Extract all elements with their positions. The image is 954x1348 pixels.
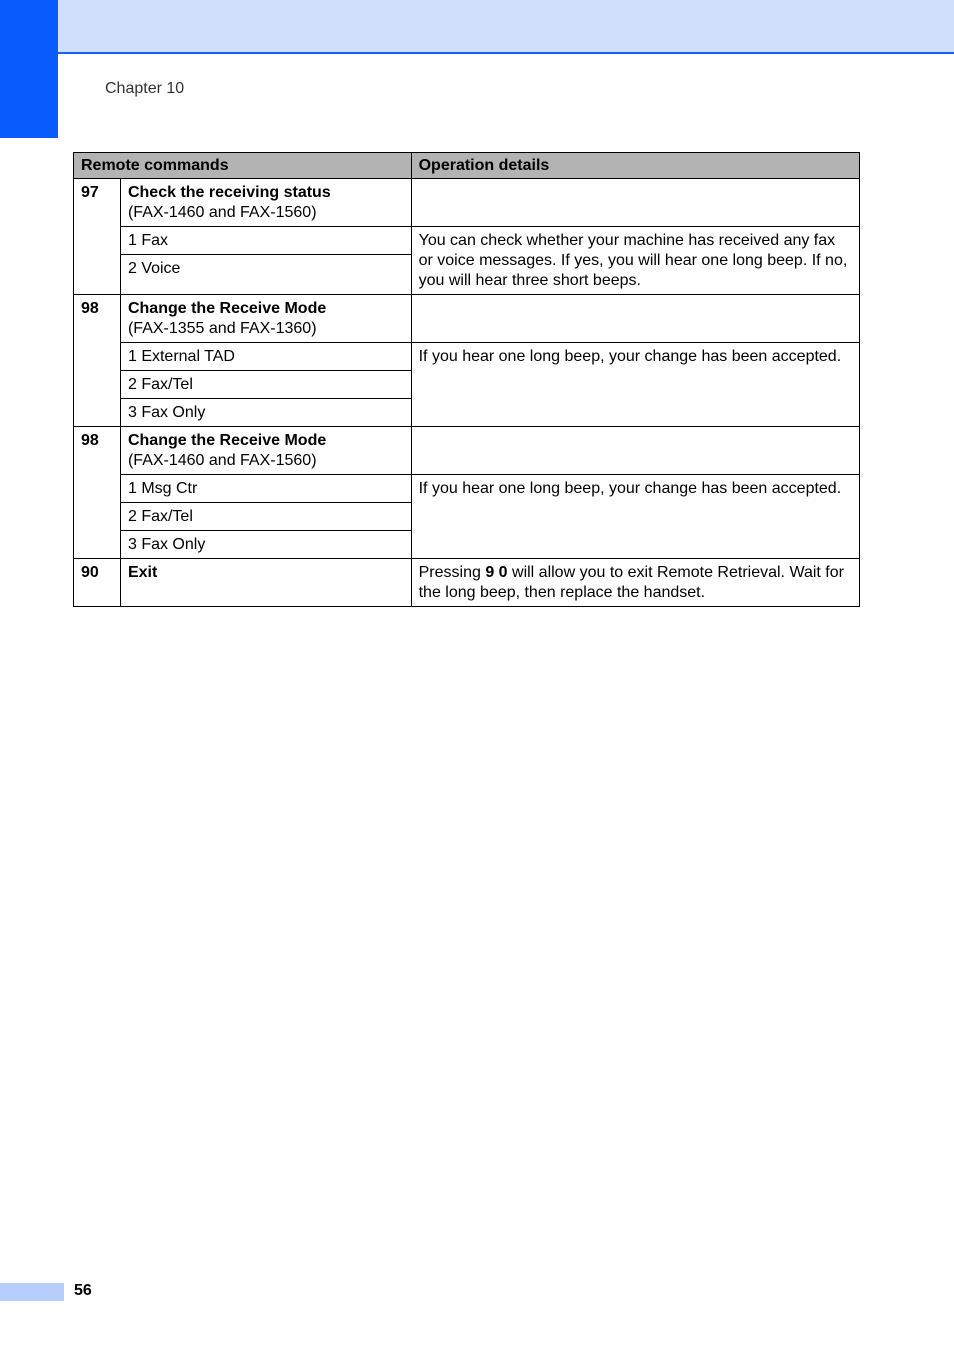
operation-detail: You can check whether your machine has received any fax or voice messages. If yes, you will hear one long beep. If no, you will hear three short beeps. <box>411 227 859 295</box>
command-title: Change the Receive Mode <box>127 432 327 449</box>
detail-empty-cell <box>411 295 859 343</box>
command-code: 98 <box>74 427 121 559</box>
detail-text: Pressing <box>418 564 486 581</box>
command-models: (FAX-1460 and FAX-1560) <box>127 204 317 221</box>
operation-detail <box>411 559 859 607</box>
command-option: 2 Voice <box>120 255 411 295</box>
command-option: 2 Fax/Tel <box>120 503 411 531</box>
command-models: (FAX-1460 and FAX-1560) <box>127 452 317 469</box>
command-models: (FAX-1355 and FAX-1360) <box>127 320 317 337</box>
page-number: 56 <box>74 1282 92 1299</box>
command-option: 2 Fax/Tel <box>120 371 411 399</box>
operation-detail: If you hear one long beep, your change has been accepted. <box>411 343 859 427</box>
header-band <box>58 0 954 54</box>
command-option: 1 External TAD <box>120 343 411 371</box>
header-operation-details: Operation details <box>411 153 859 179</box>
table-row <box>74 343 860 371</box>
command-option: 1 Msg Ctr <box>120 475 411 503</box>
command-option: 1 Fax <box>120 227 411 255</box>
page-number-bar <box>0 1283 64 1301</box>
command-title: Change the Receive Mode <box>127 300 327 317</box>
table-row <box>74 227 860 255</box>
operation-detail: If you hear one long beep, your change has been accepted. <box>411 475 859 559</box>
command-title-cell <box>120 427 411 475</box>
table-row <box>74 475 860 503</box>
detail-empty-cell <box>411 179 859 227</box>
command-title-cell <box>120 179 411 227</box>
table-row <box>74 559 860 607</box>
detail-key-sequence: 9 0 <box>485 564 508 581</box>
table-row <box>74 427 860 475</box>
detail-text: will allow you to exit Remote Retrieval. Wait for the long beep, then replace the handset. <box>418 564 844 601</box>
command-option: 3 Fax Only <box>120 399 411 427</box>
detail-empty-cell <box>411 427 859 475</box>
header-remote-commands: Remote commands <box>74 153 412 179</box>
command-code: 90 <box>74 559 121 607</box>
command-code: 98 <box>74 295 121 427</box>
command-option: 3 Fax Only <box>120 531 411 559</box>
command-title-cell <box>120 295 411 343</box>
command-title-cell <box>120 559 411 607</box>
chapter-side-tab <box>0 0 58 138</box>
remote-commands-table <box>73 152 860 607</box>
table-row <box>74 179 860 227</box>
chapter-label: Chapter 10 <box>105 80 185 97</box>
command-title: Check the receiving status <box>127 184 331 201</box>
table-header-row <box>74 153 860 179</box>
table-row <box>74 295 860 343</box>
command-title: Exit <box>127 564 158 581</box>
command-code: 97 <box>74 179 121 295</box>
